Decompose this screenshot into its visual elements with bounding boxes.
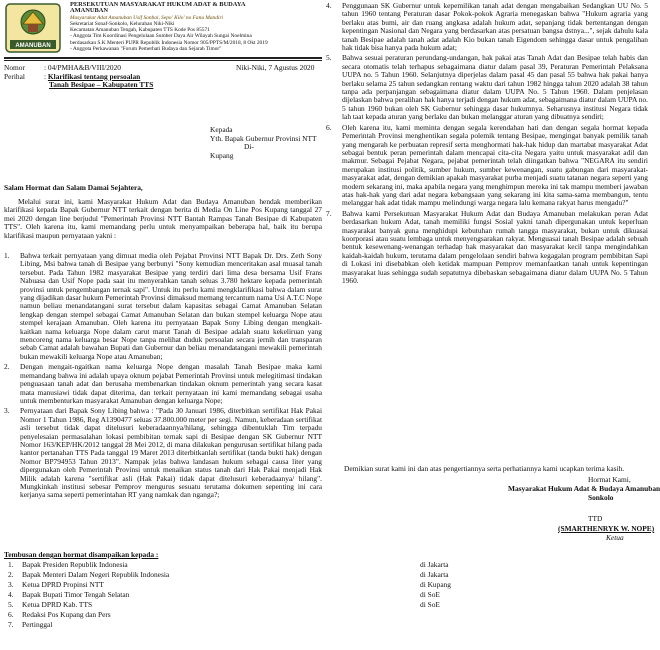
letterhead-address2: Kecamatan Amanuban Tengah, Kabupaten TTS Kode Pos 85571 — [70, 27, 210, 34]
list-item-text: Bahwa sesuai peraturan perundang-undangan, hak pakai atas Tanah Adat dan Besipae telah habis dan secara otomatis telah terhapus sebagaimana diatur dalam pasal 39, Peraturan Pemerintah Pelaksana UUPA no. 5 Tahun 1960. Selanjutnya diperjelas dalam pasal 45 dan pasal 55 bahwa hak pakai hanya berlaku selama 25 tahun sedangkan rentang waktu dari tahun 1982 hingga tahun 2020 adalah 38 tahun tanpa ada perpanjangan sebagaimana diatur dalam UUPA No. 5 Tahun 1960. Dalam penjelasan dijelaskan bahwa peralihan hak hanya terjadi dengan hukum adat, sebagaimana diatur dalam UUPA no. 5 tahun 1960 bukan oleh SK Gubernur sehingga dasar hukumnya. Seharusnya institusi Negara tidak lah taat kepada aturan yang berlaku dan bukan melanggar aturan yang dibuatnya sendiri; — [342, 53, 648, 122]
list-item-text: Dengan mengait-ngaitkan nama keluarga Nope dengan masalah Tanah Besipae maka kami memandang bahwa ini adalah upaya oknum pejabat Pemerintah Provinsi untuk melegitimasi tindakan penguasaan tanah adat dan berusaha membenarkan tindakan oknum pemerintah yang secara kasat mata manusiawi tidak dapat diterima, dan terkait pernyataan ini kami memandang sebagai usaha untuk membenturkan masyarakat Amanuban dengan keluarga Nope; — [20, 362, 322, 405]
perihal-value-2: Tanah Besipae – Kabupaten TTS — [49, 80, 154, 90]
perihal-value-1: Klarifikasi tentang persoalan — [47, 71, 141, 81]
list-item-text: Penggunaan SK Gubernur untuk kepemilikan tanah adat dengan mengabaikan Sedangkan UU No. 5 tahun 1960 tentang Peraturan dasar Pokok-pokok Agraria menegaskan bahwa "Hukum agraria yang berlaku atas bumi, air dan ruang angkasa adalah hukum adat, sepanjang tidak bertentangan dengan kepentingan Nasional dan Negara yang berdasarkan atas persatuan bangsa dstnya...", sejak dahulu kala tanah Besipae adalah tanah adat adalah Kio bukan tanah Eigendom sehingga dasar untuk pengalihan hak tidak bisa hanya pada hukum adat; — [342, 1, 648, 53]
list-item: 3. Pernyataan dari Bapak Sony Libing bahwa : "Pada 30 Januari 1986, diterbitkan sertifikat Hak Pakai Nomor 1 Tahun 1986, Reg A1390477 seluas 37.800.000 meter per segi. Namun, keberadaan sertifikat asli tersebut tidak dapat ditelusuri keberadaannya/hilang, sehingga dibentuklah Tim terpadu penyelesaian permasalahan lokasi pembibitan ternak sapi di Besipae dengan SK Gubernur NTT Nomor 163/KEP/HK/2012 tanggal 28 Mei 2012, di mana dilakukan pengurusan sertifikat hilang pada kantor pertanahan TTS Pada tanggal 19 Maret 2013 diterbitkanlah sertifikat (tanda bukti hak) dengan Nomor BP794953 Tahun 2013". Nampak jelas bahwa landasan hukum sebagai causa liter yang dipergunakan oleh Pemerintah Provinsi untuk menaikan status tanah dari Hak Pakai menjadi Hak Milik adalah karena "sertifikat asli (Hak Pakai) tidak dapat ditelusuri keberadaanya/ hilang". Mungkinkah institusi sebesar Pemprov mengurus sesuatu terutama dokumen sepenting ini cara kerjanya sama seperti pemerintahan RT yang namkak dan nganga?; — [4, 406, 322, 500]
list-item-text: Bahwa terkait pernyataan yang dimuat media oleh Pejabat Provinsi NTT Bapak Dr. Drs. Zeth Sony Libing, Msi bahwa tanah di Besipae yang berbunyi "Sony kemudian menceritakan asal muasal tanah tersebut. Pada Tahun 1982 masyarakat Besipae yang terdiri dari lima desa bersama Usif Frans Nabuasa dan Usif Nope pada saat itu menyerahkan tanah seluas 3.780 hektare kepada pemerintah provinsi untuk pengembangan ternak sapi". Untuk itu perlu kami mengklarifikasi bahwa dalam surat yang dijadikan dasar hukum Pemerintah Provinsi dimaksud memang tercantum nama Usi A.T.C Nope namun beliau menandatangani surat tersebut dalam kapasitas sebagai Camat Amanuban Selatan lengkap dengan stempel sebagai Camat Amanuban Selatan dan bukan stempel keluarga Nope atau stempel kerajaan Amanuban. Oleh karena itu pernyataan Bapak Sony Libing dengan mengkait-kaitkan nama keluarga Nope dalam carut marut Tanah di Besipae adalah suatu kekeliruan yang mencoreng nama keluarga besar Nope tanpa melihat duduk persoalan secara jernih dan transparan sebab Camat adalah bawahan Bupati dan Gubernur dan beliau menandatangani mewakili pemerintah bukan mewakili keluarga Nope atau Amanuban; — [20, 251, 322, 361]
letterhead-motto: Masyarakat Adat Amanuban Usif Sonbai, Sepo' Kilo' no Fanu Mandiri — [70, 14, 224, 21]
list-item-text: Oleh karena itu, kami meminta dengan segala kerendahan hati dan dengan segala hormat kepada Pemerintah Provinsi menghentikan segala polemik tentang Besipae, mengingat banyak pemilik tanah yang mengarah ke perbuatan represif serta menghormati hak-hak hidup dan martabat masyarakat Adat sebagai bentuk peran pemerintah dalam mencapai cita-cita Negara yaitu untuk masyarakat adil dan makmur. Sebagai Pejabat Negara, pejabat pemerintah telah diingatkan bahwa "NEGARA itu sendiri merupakan institusi politik, sumber hukum, sumber kewenangan, suatu gabungan dari masyarakat-masyarakat adat, dengan demikian apakah masyarakat purba menjadi suatu tatanan negara seperti yang modern sekarang ini, maka apabila negara yang menghimpun mereka ini tak mampu memberi jawaban atas hak-hak yang dari adat negara kebangsaan yang sekarang ini kita sama-sama membangun, tentu melanggar hak adat tidak mampu melindungi warga negara lalu kemana rakyat harus mengadu?" — [342, 122, 648, 208]
list-item-text: Pernyataan dari Bapak Sony Libing bahwa : "Pada 30 Januari 1986, diterbitkan sertifikat Hak Pakai Nomor 1 Tahun 1986, Reg A1390477 seluas 37.800.000 meter per segi. Namun, keberadaan sertifikat asli tersebut tidak dapat ditelusuri keberadaannya/hilang, sehingga dibentuklah Tim terpadu penyelesaian permasalahan lokasi pembibitan ternak sapi di Besipae dengan SK Gubernur NTT Nomor 163/KEP/HK/2012 tanggal 28 Mei 2012, di mana dilakukan pengurusan sertifikat hilang pada kantor pertanahan TTS Pada tanggal 19 Maret 2013 diterbitkanlah sertifikat (tanda bukti hak) dengan Nomor BP794953 Tahun 2013". Nampak jelas bahwa landasan hukum sebagai causa liter yang dipergunakan oleh Pemerintah Provinsi untuk menaikan status tanah dari Hak Pakai menjadi Hak Milik adalah karena "sertifikat asli (Hak Pakai) tidak dapat ditelusuri keberadaanya/ hilang". Mungkinkah institusi sebesar Pemprov mengurus sesuatu terutama dokumen sepenting ini cara kerjanya sama seperti pemerintahan RT yang namkak dan nganga?; — [20, 406, 322, 500]
recipient-line-3: Di- — [244, 142, 254, 152]
letterhead — [4, 0, 322, 57]
signature-org: Masyarakat Hukum Adat & Budaya Amanuban — [508, 484, 660, 493]
letter-date: Niki-Niki, 7 Agustus 2020 — [236, 63, 315, 72]
letter-meta: Nomor : 04/PMHA&B/VIII/2020 Perihal : Klarifikasi tentang persoalan Tanah Besipae – Kabupaten TTS — [4, 63, 154, 90]
letter-page: AMANUBAN PERSEKUTUAN MASYARAKAT HUKUM ADAT & BUDAYA AMANUBAN Masyarakat Adat Amanuban Usif Sonbai, Sepo' Kilo' no Fanu Mandiri Sekretariat Sonaf-Sonkolo, Kelurahan Niki-Niki Kecamatan Amanuban Tengah, Kabupaten TTS Kode Pos 85571 - Anggota Tim Koordinasi Pengelolaan Sumber Daya Air Wilayah Sungai Noelmina berdasarkan S.K Menteri PUPR Republik Indonesia Nomor 905/PPTS/M/2018, 8 Okt 2019 - Anggota Perkawanan "Forum Pemerhati Budaya dan Sejarah Timor" Nomor : 04/PMHA&B/VIII/2020 Perihal : Klarifikasi tentang persoalan Tanah Besipae – Kabupaten TTS Kepada Yth. Bapak Gubernur Provinsi NTT Di- Kupang Salam Hormat dan Salam Damai Sejahtera, Melalui surat ini, kami Masyarakat Hukum Adat dan Budaya Amanuban hendak memberikan klarifikasi kepada Bapak Gubernur NTT terkait dengan berita di Media On Line Pos Kupang tanggal 27 mei 2020 dengan line berjudul "Pemerintah Provinsi NTT Bantah Rampas Tanah Besipae di Kabupaten TTS". Oleh karena itu, kami memandang perlu untuk menyampaikan beberapa hal, baik itu berupa klarifikasi maupun pernyataan yakni : 1. Bahwa terkait pernyataan yang dimuat media oleh Pejabat Provinsi NTT Bapak Dr. Drs. Zeth Sony Libing, Msi bahwa tanah di Besipae yang berbunyi "Sony kemudian menceritakan asal muasal tanah tersebut. Pada Tahun 1982 masyarakat Besipae yang terdiri dari lima desa bersama Usif Frans Nabuasa dan Usif Nope pada saat itu menyerahkan tanah seluas 3.780 hektare kepada pemerintah provinsi untuk pengembangan ternak sapi". Untuk itu perlu kami mengklarifikasi bahwa dalam surat yang dijadikan dasar hukum Pemerintah Provinsi dimaksud memang tercantum nama Usi A.T.C Nope namun beliau menandatangani surat tersebut dalam kapasitas sebagai Camat Amanuban Selatan lengkap dengan stempel sebagai Camat Amanuban Selatan dan bukan stempel keluarga Nope atau stempel kerajaan Amanuban. Oleh karena itu pernyataan Bapak Sony Libing dengan mengkait-kaitkan nama keluarga Nope dalam carut marut Tanah di Besipae adalah suatu kekeliruan yang mencoreng nama keluarga besar Nope tanpa melihat duduk persoalan secara jernih dan transparan sebab Camat adalah bawahan Bupati dan Gubernur dan beliau menandatangani mewakili pemerintah bukan mewakili keluarga Nope atau Amanuban; 2. Dengan mengait-ngaitkan nama keluarga Nope dengan masalah Tanah Besipae maka kami memandang bahwa ini adalah upaya oknum pejabat Pemerintah Provinsi untuk melegitimasi tindakan penguasaan tanah adat dan berusaha membenarkan tindakan oknum pemerintah yang secara kasat mata manusiawi tidak dapat diterima, dan terkait pernyataan ini kami memandang sebagai usaha untuk membenturkan masyarakat Amanuban dengan keluarga Nope; 3. Pernyataan dari Bapak Sony Libing bahwa : "Pada 30 Januari 1986, diterbitkan sertifikat Hak Pakai Nomor 1 Tahun 1986, Reg A1390477 seluas 37.800.000 meter per segi. Namun, keberadaan sertifikat asli tersebut tidak dapat ditelusuri keberadaannya/hilang, sehingga dibentuklah Tim terpadu penyelesaian permasalahan lokasi pembibitan ternak sapi di Besipae dengan SK Gubernur NTT Nomor 163/KEP/HK/2012 tanggal 28 Mei 2012, di mana dilakukan pengurusan sertifikat hilang pada kantor pertanahan TTS Pada tanggal 19 Maret 2013 diterbitkanlah sertifikat (tanda bukti hak) dengan Nomor BP794953 Tahun 2013". Nampak jelas bahwa landasan hukum sebagai causa liter yang dipergunakan oleh Pemerintah Provinsi untuk menaikan status tanah dari Hak Pakai menjadi Hak Milik adalah karena "sertifikat asli (Hak Pakai) tidak dapat ditelusuri keberadaanya/ hilang". Mungkinkah institusi sebesar Pemprov mengurus sesuatu terutama dokumen sepenting ini cara kerjanya sama seperti pemerintahan RT yang namkak dan nganga?; Niki-Niki, 7 Agustus 2020 4. Penggunaan SK Gubernur untuk kepemilikan tanah adat dengan mengabaikan Sedangkan UU No. 5 tahun 1960 tentang Peraturan dasar Pokok-pokok Agraria menegaskan bahwa "Hukum agraria yang berlaku atas bumi, air dan ruang angkasa adalah hukum adat, sepanjang tidak bertentangan dengan kepentingan Nasional dan Negara yang berdasarkan atas persatuan bangsa dstnya...", sejak dahulu kala tanah Besipae adalah tanah adat adalah Kio bukan tanah Eigendom sehingga dasar untuk pengalihan hak tidak bisa hanya pada hukum adat; 5. Bahwa sesuai peraturan perundang-undangan, hak pakai atas Tanah Adat dan Besipae telah habis dan secara otomatis telah terhapus sebagaimana diatur dalam pasal 39, Peraturan Pemerintah Pelaksana UUPA no. 5 Tahun 1960. Selanjutnya diperjelas dalam pasal 45 dan pasal 55 bahwa hak pakai hanya berlaku selama 25 tahun sedangkan rentang waktu dari tahun 1982 hingga tahun 2020 adalah 38 tahun tanpa ada perpanjangan sebagaimana diatur dalam UUPA No. 5 Tahun 1960. Dalam penjelasan dijelaskan bahwa peralihan hak hanya terjadi dengan hukum adat, sebagaimana diatur dalam UUPA no. 5 tahun 1960 bukan oleh SK Gubernur sehingga dasar hukumnya. Seharusnya institusi Negara tidak lah taat kepada aturan yang berlaku dan bukan melanggar aturan yang dibuatnya sendiri; 6. Oleh karena itu, kami meminta dengan segala kerendahan hati dan dengan segala hormat kepada Pemerintah Provinsi menghentikan segala polemik tentang Besipae, mengingat banyak pemilik tanah yang mengarah ke perbuatan represif serta menghormati hak-hak hidup dan martabat masyarakat Adat sebagai bentuk peran pemerintah dalam mencapai cita-cita Negara yaitu untuk masyarakat adil dan makmur. Sebagai Pejabat Negara, pejabat pemerintah telah diingatkan bahwa "NEGARA itu sendiri merupakan institusi politik, sumber hukum, sumber kewenangan, suatu gabungan dari masyarakat-masyarakat adat, dengan demikian apakah masyarakat purba menjadi suatu tatanan negara seperti yang modern sekarang ini, maka apabila negara yang menghimpun mereka ini tak mampu memberi jawaban atas hak-hak yang dari adat negara kebangsaan yang sekarang ini kita sama-sama membangun, tentu melanggar hak adat tidak mampu melindungi warga negara lalu kemana rakyat harus mengadu?" 7. Bahwa kami Persekutuan Masyarakat Hukum Adat dan Budaya Amanuban melakukan peran Adat berdasarkan hukum Adat, tanah memiliki fungsi Sosial yakni tanah dipergunakan untuk keperluan masyarakat banyak guna menghidupi kebutuhan rumah tangga masyarakat, bukan untuk dikuasai koorporasi atau suatu lembaga untuk menyengsarakan rakyat. Menguasai tanah Besipae adalah sebuah bentuk kesewenang-wenangan terhadap hak masyarakat dan masyarakat kecil tanpa mengindahkan kaidah-kaidah hukum, terutama dalam pengelolaan sendiri bahwa kegagalan program pembibitan Sapi di Lokasi ini disebabkan oleh ketidak mampuan Pemprov memanfaatkan tanah untuk kepentingan masyarakat luas sehingga sudah sepatutnya dibebaskan sebagaimana diatur dalam UUPA No. 5 Tahun 1960. Demikian surat kami ini dan atas pengertiannya serta perhatiannya kami ucapkan terima kasih. Hormat Kami, Masyarakat Hukum Adat & Budaya Amanuban Sonkolo TTD (SMARTHENRYK W. NOPE) Ketua Tembusan dengan hormat disampaikan kepada : 1. Bapak Presiden Republik Indonesia di Jakarta 2. Bapak Menteri Dalam Negeri Republik Indonesia di Jakarta 3. Ketua DPRD Propinsi NTT di Kupang 4. Bapak Bupati Timor Tengah Selatan di SoE 5. Ketua DPRD Kab. TTS di SoE 6. Redaksi Pos Kupang dan Pers 7. Pertinggal — [0, 0, 650, 650]
statement-list-right — [326, 2, 648, 285]
letterhead-org2: AMANUBAN — [70, 7, 108, 15]
svg-text:AMANUBAN: AMANUBAN — [15, 43, 51, 49]
nomor-value: : 04/PMHA&B/VIII/2020 — [44, 63, 121, 72]
list-item: 5. Bahwa sesuai peraturan perundang-undangan, hak pakai atas Tanah Adat dan Besipae telah habis dan secara otomatis telah terhapus sebagaimana diatur dalam pasal 39, Peraturan Pemerintah Pelaksana UUPA no. 5 Tahun 1960. Selanjutnya diperjelas dalam pasal 45 dan pasal 55 bahwa hak pakai hanya berlaku selama 25 tahun sedangkan rentang waktu dari tahun 1982 hingga tahun 2020 adalah 38 tahun tanpa ada perpanjangan sebagaimana diatur dalam UUPA No. 5 Tahun 1960. Dalam penjelasan dijelaskan bahwa peralihan hak hanya terjadi dengan hukum adat, sebagaimana diatur dalam UUPA no. 5 tahun 1960 bukan oleh SK Gubernur sehingga dasar hukumnya. Seharusnya institusi Negara tidak lah taat kepada aturan yang berlaku dan bukan melanggar aturan yang dibuatnya sendiri; — [326, 53, 648, 122]
list-item: 2. Dengan mengait-ngaitkan nama keluarga Nope dengan masalah Tanah Besipae maka kami memandang bahwa ini adalah upaya oknum pejabat Pemerintah Provinsi untuk melegitimasi tindakan penguasaan tanah adat dan berusaha membenarkan tindakan oknum pemerintah yang secara kasat mata manusiawi tidak dapat diterima, dan terkait pernyataan ini kami memandang sebagai usaha untuk membenturkan masyarakat Amanuban dengan keluarga Nope; — [4, 362, 322, 405]
cc-title: Tembusan dengan hormat disampaikan kepada : — [4, 550, 159, 559]
nomor-label: Nomor — [4, 63, 25, 72]
letterhead-address1: Sekretariat Sonaf-Sonkolo, Kelurahan Niki-Niki — [70, 20, 175, 27]
letterhead-line5: - Anggota Perkawanan "Forum Pemerhati Budaya dan Sejarah Timor" — [70, 46, 222, 53]
statement-list-left — [4, 252, 322, 500]
list-item: 1. Bahwa terkait pernyataan yang dimuat media oleh Pejabat Provinsi NTT Bapak Dr. Drs. Zeth Sony Libing, Msi bahwa tanah di Besipae yang berbunyi "Sony kemudian menceritakan asal muasal tanah tersebut. Pada Tahun 1982 masyarakat Besipae yang terdiri dari lima desa bersama Usif Frans Nabuasa dan Usif Nope pada saat itu menyerahkan tanah seluas 3.780 hektare kepada pemerintah provinsi untuk pengembangan ternak sapi". Untuk itu perlu kami mengklarifikasi bahwa dalam surat yang dijadikan dasar hukum Pemerintah Provinsi dimaksud memang tercantum nama Usi A.T.C Nope namun beliau menandatangani surat tersebut dalam kapasitas sebagai Camat Amanuban Selatan lengkap dengan stempel sebagai Camat Amanuban Selatan dan bukan stempel keluarga Nope atau stempel kerajaan Amanuban. Oleh karena itu pernyataan Bapak Sony Libing dengan mengkait-kaitkan nama keluarga Nope dalam carut marut Tanah di Besipae adalah suatu kekeliruan yang mencoreng nama keluarga besar Nope tanpa melihat duduk persoalan secara jernih dan transparan sebab Camat adalah bawahan Bupati dan Gubernur dan beliau menandatangani mewakili pemerintah bukan mewakili keluarga Nope atau Amanuban; — [4, 251, 322, 361]
letterhead-text — [70, 2, 322, 52]
letterhead-org: PERSEKUTUAN MASYARAKAT HUKUM ADAT & BUDAYA — [70, 1, 246, 8]
signature-role: Ketua — [606, 533, 624, 542]
list-item: 4. Penggunaan SK Gubernur untuk kepemilikan tanah adat dengan mengabaikan Sedangkan UU No. 5 tahun 1960 tentang Peraturan dasar Pokok-pokok Agraria menegaskan bahwa "Hukum agraria yang berlaku atas bumi, air dan ruang angkasa adalah hukum adat, sepanjang tidak bertentangan dengan kepentingan Nasional dan Negara yang berdasarkan atas persatuan bangsa dstnya...", sejak dahulu kala tanah Besipae adalah tanah adat adalah Kio bukan tanah Eigendom sehingga dasar untuk pengalihan hak tidak bisa hanya pada hukum adat; — [326, 1, 648, 53]
recipient-line-1: Kepada — [210, 125, 233, 134]
signature-ttd: TTD — [588, 514, 603, 523]
recipient-line-4: Kupang — [210, 150, 234, 160]
intro-paragraph: Melalui surat ini, kami Masyarakat Hukum Adat dan Budaya Amanuban hendak memberikan klarifikasi kepada Bapak Gubernur NTT terkait dengan berita di Media On Line Pos Kupang tanggal 27 mei 2020 dengan line berjudul "Pemerintah Provinsi NTT Bantah Rampas Tanah Besipae di Kabupaten TTS". Oleh karena itu, kami memandang perlu untuk menyampaikan beberapa hal, baik itu berupa klarifikasi maupun pernyataan yakni : — [4, 197, 322, 240]
list-item-text: Bahwa kami Persekutuan Masyarakat Hukum Adat dan Budaya Amanuban melakukan peran Adat berdasarkan hukum Adat, tanah memiliki fungsi Sosial yakni tanah dipergunakan untuk keperluan masyarakat banyak guna menghidupi kebutuhan rumah tangga masyarakat, bukan untuk dikuasai koorporasi atau suatu lembaga untuk menyengsarakan rakyat. Menguasai tanah Besipae adalah sebuah bentuk kesewenang-wenangan terhadap hak masyarakat dan masyarakat kecil tanpa mengindahkan kaidah-kaidah hukum, terutama dalam pengelolaan sendiri bahwa kegagalan program pembibitan Sapi di Lokasi ini disebabkan oleh ketidak mampuan Pemprov memanfaatkan tanah untuk kepentingan masyarakat luas sehingga sudah sepatutnya dibebaskan sebagaimana diatur dalam UUPA No. 5 Tahun 1960. — [342, 208, 648, 285]
closing-paragraph: Demikian surat kami ini dan atas pengertiannya serta perhatiannya kami ucapkan terima kasih. — [344, 464, 625, 474]
letterhead-divider-thin — [4, 60, 322, 61]
perihal-label: Perihal — [4, 71, 25, 81]
signature-name: (SMARTHENRYK W. NOPE) — [558, 524, 655, 533]
organization-logo-icon — [4, 2, 62, 54]
greeting: Salam Hormat dan Salam Damai Sejahtera, — [4, 183, 143, 192]
signature-place: Sonkolo — [588, 493, 614, 502]
recipient-block — [210, 126, 325, 160]
list-item: 7. Bahwa kami Persekutuan Masyarakat Hukum Adat dan Budaya Amanuban melakukan peran Adat berdasarkan hukum Adat, tanah memiliki fungsi Sosial yakni tanah dipergunakan untuk keperluan masyarakat banyak guna menghidupi kebutuhan rumah tangga masyarakat, bukan untuk dikuasai koorporasi atau suatu lembaga untuk menyengsarakan rakyat. Menguasai tanah Besipae adalah sebuah bentuk kesewenang-wenangan terhadap hak masyarakat dan masyarakat kecil tanpa mengindahkan kaidah-kaidah hukum, terutama dalam pengelolaan sendiri bahwa kegagalan program pembibitan Sapi di Lokasi ini disebabkan oleh ketidak mampuan Pemprov memanfaatkan tanah untuk kepentingan masyarakat luas sehingga sudah sepatutnya dibebaskan sebagaimana diatur dalam UUPA No. 5 Tahun 1960. — [326, 208, 648, 285]
signature-hormat: Hormat Kami, — [588, 475, 631, 484]
recipient-line-2: Yth. Bapak Gubernur Provinsi NTT — [210, 133, 317, 143]
letterhead-divider — [4, 57, 322, 59]
list-item: 6. Oleh karena itu, kami meminta dengan segala kerendahan hati dan dengan segala hormat kepada Pemerintah Provinsi menghentikan segala polemik tentang Besipae, mengingat banyak pemilik tanah yang mengarah ke perbuatan represif serta menghormati hak-hak hidup dan martabat masyarakat Adat sebagai bentuk peran pemerintah dalam mencapai cita-cita Negara yaitu untuk masyarakat adil dan makmur. Sebagai Pejabat Negara, pejabat pemerintah telah diingatkan bahwa "NEGARA itu sendiri merupakan institusi politik, sumber hukum, sumber kewenangan, suatu gabungan dari masyarakat-masyarakat adat, dengan demikian apakah masyarakat purba menjadi suatu tatanan negara seperti yang modern sekarang ini, maka apabila negara yang menghimpun mereka ini tak mampu memberi jawaban atas hak-hak yang dari adat negara kebangsaan yang sekarang ini kita sama-sama membangun, tentu melanggar hak adat tidak mampu melindungi warga negara lalu kemana rakyat harus mengadu?" — [326, 122, 648, 208]
letterhead-line4: berdasarkan S.K Menteri PUPR Republik Indonesia Nomor 905/PPTS/M/2018, 8 Okt 2019 — [70, 39, 268, 46]
letterhead-line3: - Anggota Tim Koordinasi Pengelolaan Sumber Daya Air Wilayah Sungai Noelmina — [70, 33, 252, 40]
